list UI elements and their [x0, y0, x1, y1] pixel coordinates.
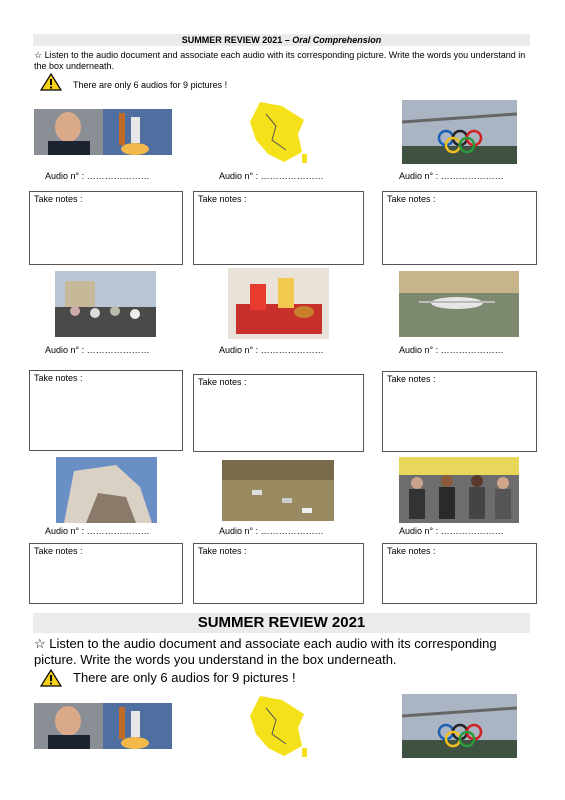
notes-box-6[interactable]: Take notes : — [382, 371, 537, 452]
audio-label-7: Audio n° : ………………… — [45, 526, 150, 536]
picture-bezos-rocket-repeat — [34, 703, 172, 749]
audio-label-6: Audio n° : ………………… — [399, 345, 504, 355]
notes-box-7[interactable]: Take notes : — [29, 543, 183, 604]
star-icon: ☆ — [34, 636, 46, 651]
audio-label-9: Audio n° : ………………… — [399, 526, 504, 536]
instructions: ☆ Listen to the audio document and associate each audio with its corresponding picture. Write the words you understand in the box underneath. — [34, 50, 526, 71]
notes-box-5[interactable]: Take notes : — [193, 374, 364, 452]
picture-olympic-rings-tokyo — [402, 100, 517, 164]
audio-label-3: Audio n° : ………………… — [399, 171, 504, 181]
repeat-warning-text: There are only 6 audios for 9 pictures ! — [73, 670, 296, 685]
notes-box-2[interactable]: Take notes : — [193, 191, 364, 265]
audio-label-2: Audio n° : ………………… — [219, 171, 324, 181]
picture-flying-car — [399, 271, 519, 337]
audio-label-1: Audio n° : ………………… — [45, 171, 150, 181]
repeat-instructions: ☆ Listen to the audio document and associate each audio with its corresponding picture. Write the words you understand in the box underneath. — [34, 636, 497, 667]
warning-icon — [40, 669, 62, 687]
audio-label-5: Audio n° : ………………… — [219, 345, 324, 355]
notes-box-3[interactable]: Take notes : — [382, 191, 537, 265]
picture-fast-food-tray — [228, 268, 329, 339]
notes-box-9[interactable]: Take notes : — [382, 543, 537, 604]
audio-label-8: Audio n° : ………………… — [219, 526, 324, 536]
notes-box-4[interactable]: Take notes : — [29, 370, 183, 451]
picture-collapsed-building — [56, 457, 157, 523]
audio-label-4: Audio n° : ………………… — [45, 345, 150, 355]
warning-text: There are only 6 audios for 9 pictures ! — [73, 80, 228, 90]
picture-flooded-street — [222, 460, 334, 521]
picture-group-of-men — [399, 457, 519, 523]
star-icon: ☆ — [34, 50, 43, 60]
repeat-title: SUMMER REVIEW 2021 — [33, 613, 530, 633]
picture-olympic-rings-tokyo-repeat — [402, 694, 517, 758]
page-title: SUMMER REVIEW 2021 – Oral Comprehension — [33, 34, 530, 46]
picture-bezos-rocket — [34, 109, 172, 155]
warning-icon — [40, 73, 62, 91]
picture-france-map — [246, 100, 310, 166]
picture-france-map-repeat — [246, 694, 310, 760]
notes-box-8[interactable]: Take notes : — [193, 543, 364, 604]
notes-box-1[interactable]: Take notes : — [29, 191, 183, 265]
picture-crowd-protest — [55, 271, 156, 337]
